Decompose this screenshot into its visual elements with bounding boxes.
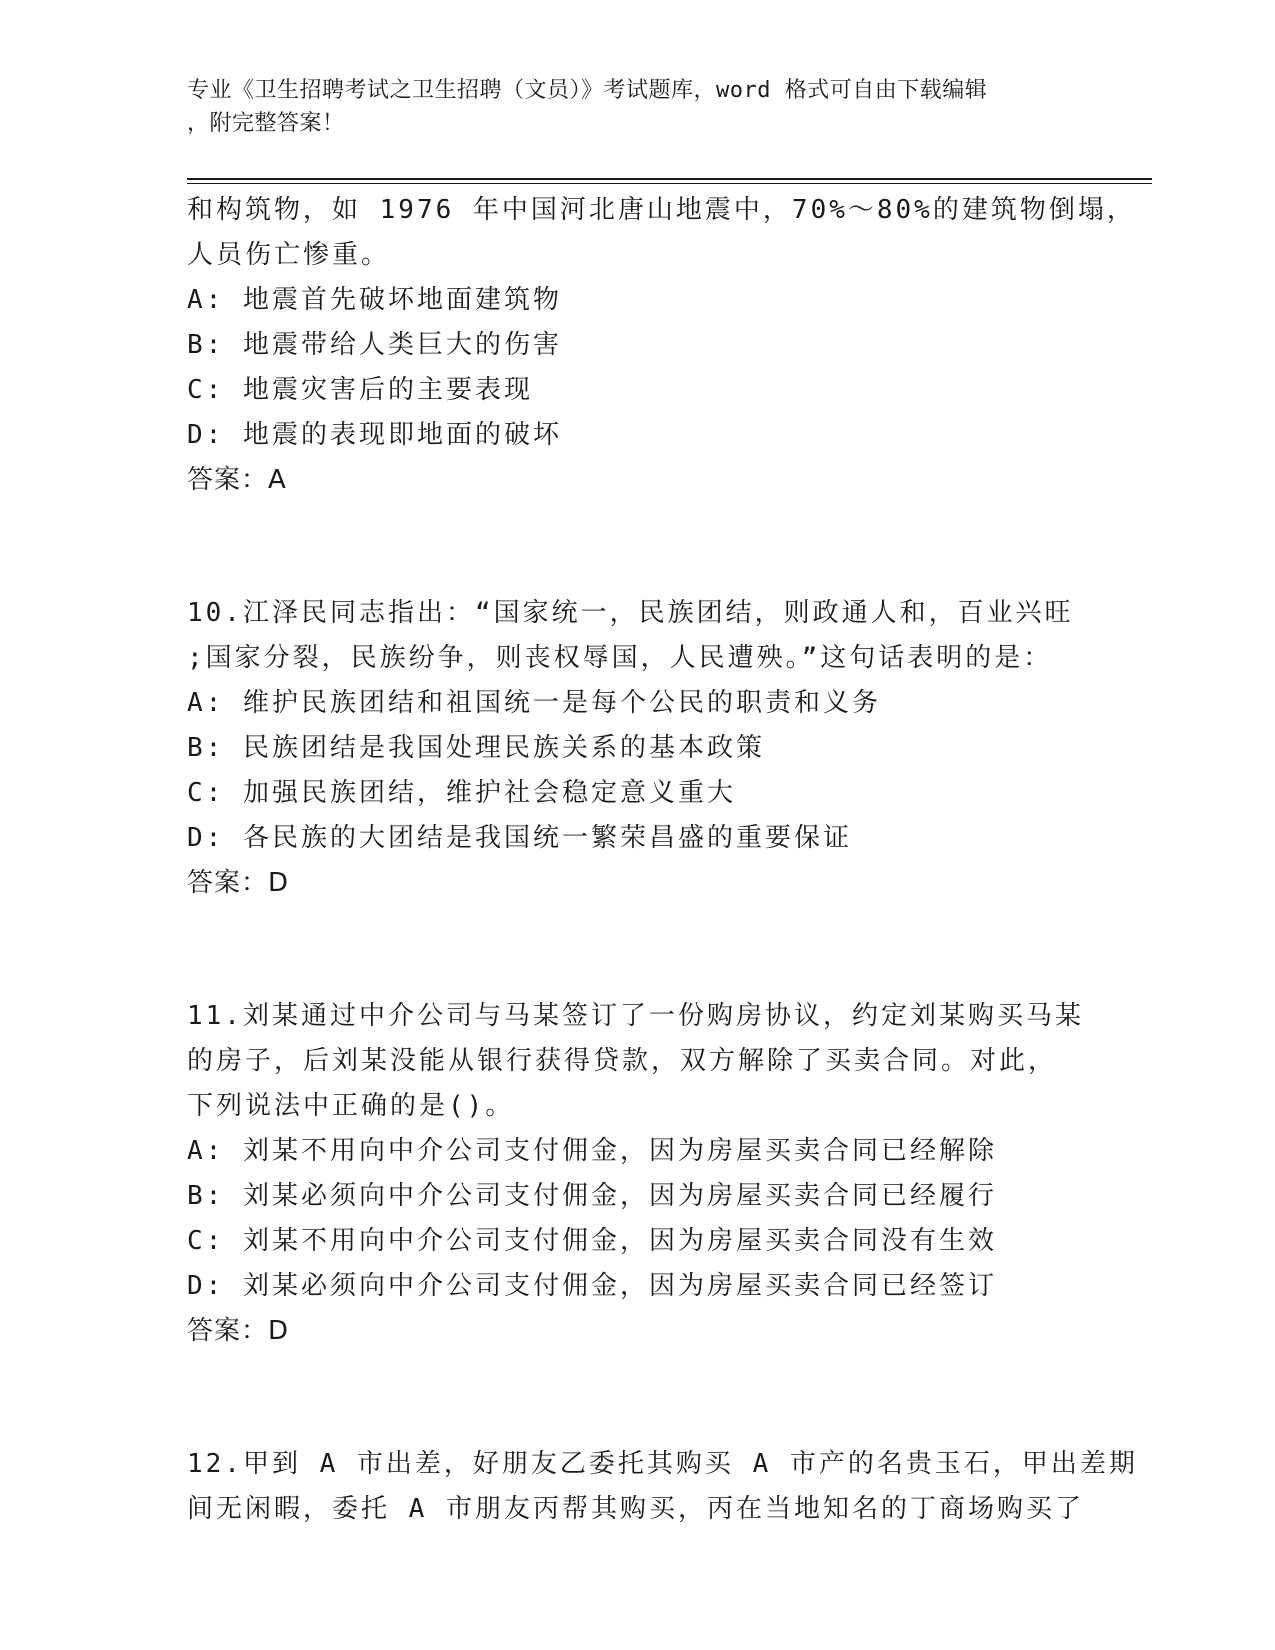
option-b: B: 地震带给人类巨大的伤害 bbox=[187, 330, 562, 360]
option-d: D: 刘某必须向中介公司支付佣金，因为房屋买卖合同已经签订 bbox=[187, 1271, 997, 1301]
answer: 答案：A bbox=[187, 465, 287, 495]
question-stem-line: 间无闲暇，委托 A 市朋友丙帮其购买，丙在当地知名的丁商场购买了 bbox=[187, 1494, 1084, 1524]
question-10 bbox=[187, 591, 1087, 906]
option-a: A: 刘某不用向中介公司支付佣金，因为房屋买卖合同已经解除 bbox=[187, 1136, 997, 1166]
question-stem-line: 10.江泽民同志指出：“国家统一，民族团结，则政通人和，百业兴旺 bbox=[187, 598, 1074, 628]
option-c: C: 加强民族团结，维护社会稳定意义重大 bbox=[187, 778, 736, 808]
question-11 bbox=[187, 994, 1087, 1354]
question-stem-line: 和构筑物，如 1976 年中国河北唐山地震中，70%～80%的建筑物倒塌， bbox=[187, 195, 1136, 225]
answer: 答案：D bbox=[187, 868, 290, 898]
question-stem-line: 下列说法中正确的是()。 bbox=[187, 1091, 515, 1121]
option-a: A: 地震首先破坏地面建筑物 bbox=[187, 285, 562, 315]
option-b: B: 刘某必须向中介公司支付佣金，因为房屋买卖合同已经履行 bbox=[187, 1181, 997, 1211]
option-d: D: 各民族的大团结是我国统一繁荣昌盛的重要保证 bbox=[187, 823, 852, 853]
header-line-2: ，附完整答案！ bbox=[187, 111, 345, 136]
answer: 答案：D bbox=[187, 1316, 290, 1346]
question-stem-line: ;国家分裂，民族纷争，则丧权辱国，人民遭殃。”这句话表明的是： bbox=[187, 643, 1053, 673]
header-line-1: 专业《卫生招聘考试之卫生招聘（文员）》考试题库，word 格式可自由下载编辑 bbox=[187, 78, 988, 103]
question-9 bbox=[187, 188, 1136, 503]
question-stem-line: 12.甲到 A 市出差，好朋友乙委托其购买 A 市产的名贵玉石，甲出差期 bbox=[187, 1449, 1138, 1479]
header-divider-thin bbox=[187, 183, 1152, 184]
option-a: A: 维护民族团结和祖国统一是每个公民的职责和义务 bbox=[187, 688, 881, 718]
option-b: B: 民族团结是我国处理民族关系的基本政策 bbox=[187, 733, 765, 763]
page-header bbox=[187, 74, 1067, 140]
question-12 bbox=[187, 1442, 1138, 1532]
option-c: C: 刘某不用向中介公司支付佣金，因为房屋买卖合同没有生效 bbox=[187, 1226, 997, 1256]
spacer bbox=[187, 906, 1087, 994]
option-d: D: 地震的表现即地面的破坏 bbox=[187, 420, 562, 450]
spacer bbox=[187, 1354, 1087, 1442]
question-list bbox=[187, 188, 1138, 1532]
spacer bbox=[187, 503, 1087, 591]
question-stem-line: 的房子，后刘某没能从银行获得贷款，双方解除了买卖合同。对此， bbox=[187, 1046, 1058, 1076]
header-divider bbox=[187, 178, 1152, 180]
option-c: C: 地震灾害后的主要表现 bbox=[187, 375, 533, 405]
question-stem-line: 11.刘某通过中介公司与马某签订了一份购房协议，约定刘某购买马某 bbox=[187, 1001, 1084, 1031]
question-stem-line: 人员伤亡惨重。 bbox=[187, 240, 391, 270]
